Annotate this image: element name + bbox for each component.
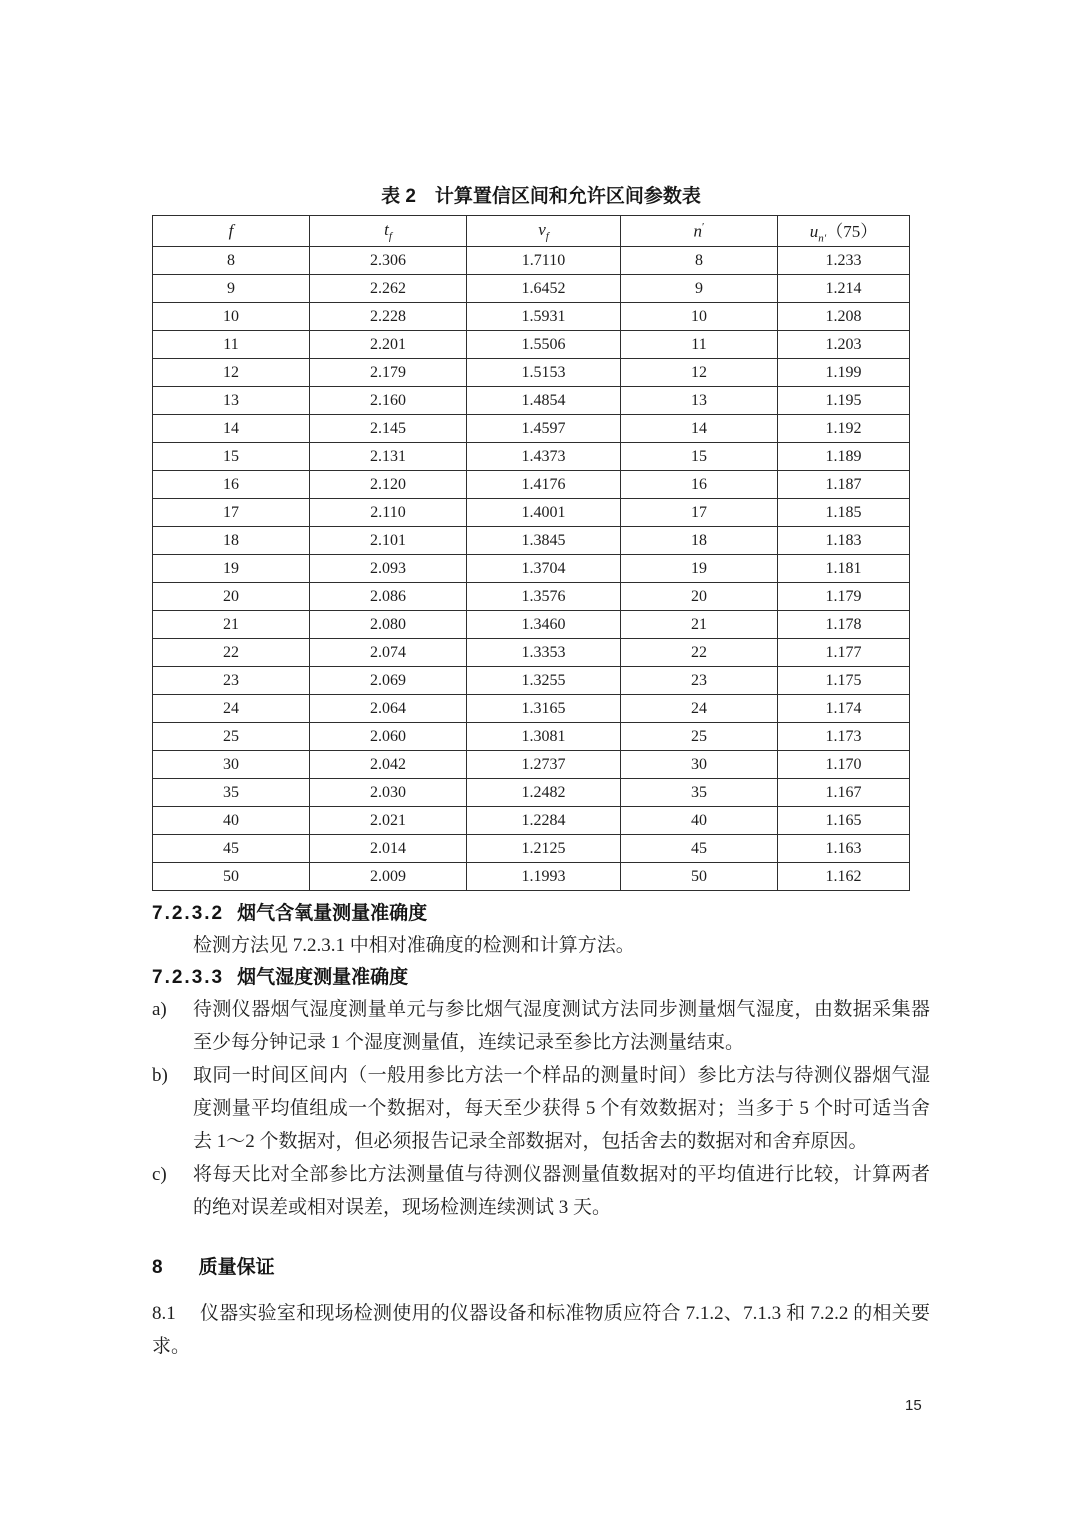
table-cell: 2.120 bbox=[310, 471, 467, 499]
table-cell: 20 bbox=[153, 583, 310, 611]
list-text: 待测仪器烟气湿度测量单元与参比烟气湿度测试方法同步测量烟气湿度，由数据采集器至少每分钟记录 1 个湿度测量值，连续记录至参比方法测量结束。 bbox=[193, 999, 930, 1053]
table-cell: 21 bbox=[621, 611, 778, 639]
table-cell: 40 bbox=[621, 807, 778, 835]
list-text: 取同一时间区间内（一般用参比方法一个样品的测量时间）参比方法与待测仪器烟气湿度测量平均值组成一个数据对，每天至少获得 5 个有效数据对；当多于 5 个时可适当舍去 1～2 个数据对，但必须报告记录全部数据对，包括舍去的数据对和舍弃原因。 bbox=[193, 1065, 930, 1152]
table-cell: 1.167 bbox=[778, 779, 910, 807]
table-cell: 50 bbox=[621, 863, 778, 891]
table-cell: 17 bbox=[153, 499, 310, 527]
table-cell: 1.1993 bbox=[467, 863, 621, 891]
table-cell: 13 bbox=[621, 387, 778, 415]
table-cell: 1.3460 bbox=[467, 611, 621, 639]
table-cell: 1.2482 bbox=[467, 779, 621, 807]
table-title: 表 2 计算置信区间和允许区间参数表 bbox=[381, 186, 701, 207]
table-cell: 1.2125 bbox=[467, 835, 621, 863]
column-header: $t_f$ bbox=[310, 216, 467, 247]
table-cell: 2.101 bbox=[310, 527, 467, 555]
table-cell: 2.179 bbox=[310, 359, 467, 387]
table-cell: 1.4854 bbox=[467, 387, 621, 415]
table-cell: 1.3165 bbox=[467, 695, 621, 723]
table-cell: 1.2737 bbox=[467, 751, 621, 779]
table-cell: 2.160 bbox=[310, 387, 467, 415]
table-cell: 1.214 bbox=[778, 275, 910, 303]
table-cell: 1.183 bbox=[778, 527, 910, 555]
table-cell: 2.064 bbox=[310, 695, 467, 723]
table-cell: 1.170 bbox=[778, 751, 910, 779]
table-cell: 12 bbox=[153, 359, 310, 387]
table-cell: 25 bbox=[153, 723, 310, 751]
list-text: 将每天比对全部参比方法测量值与待测仪器测量值数据对的平均值进行比较，计算两者的绝对误差或相对误差，现场检测连续测试 3 天。 bbox=[193, 1164, 930, 1218]
table-row bbox=[153, 807, 910, 835]
table-row bbox=[153, 359, 910, 387]
table-cell: 2.060 bbox=[310, 723, 467, 751]
paragraph-7232: 检测方法见 7.2.3.1 中相对准确度的检测和计算方法。 bbox=[193, 935, 635, 956]
column-header: n′ bbox=[621, 216, 778, 247]
table-cell: 1.4176 bbox=[467, 471, 621, 499]
table-cell: 1.3081 bbox=[467, 723, 621, 751]
table-cell: 1.192 bbox=[778, 415, 910, 443]
table-cell: 2.145 bbox=[310, 415, 467, 443]
list-item-b bbox=[152, 1059, 930, 1158]
table-cell: 21 bbox=[153, 611, 310, 639]
table-cell: 1.7110 bbox=[467, 247, 621, 275]
table-cell: 2.228 bbox=[310, 303, 467, 331]
table-cell: 2.030 bbox=[310, 779, 467, 807]
list-item-c bbox=[152, 1158, 930, 1224]
list-marker: b) bbox=[152, 1065, 168, 1086]
table-cell: 1.174 bbox=[778, 695, 910, 723]
table-cell: 1.4001 bbox=[467, 499, 621, 527]
table-cell: 15 bbox=[153, 443, 310, 471]
table-cell: 35 bbox=[153, 779, 310, 807]
table-cell: 1.179 bbox=[778, 583, 910, 611]
table-cell: 1.4597 bbox=[467, 415, 621, 443]
table-row bbox=[153, 499, 910, 527]
section-number: 7.2.3.3 bbox=[152, 967, 225, 988]
table-body bbox=[153, 247, 910, 891]
table-cell: 15 bbox=[621, 443, 778, 471]
table-row bbox=[153, 611, 910, 639]
table-cell: 8 bbox=[153, 247, 310, 275]
table-row bbox=[153, 695, 910, 723]
table-cell: 11 bbox=[621, 331, 778, 359]
table-cell: 1.175 bbox=[778, 667, 910, 695]
table-cell: 30 bbox=[153, 751, 310, 779]
table-row bbox=[153, 471, 910, 499]
table-row bbox=[153, 527, 910, 555]
table-cell: 2.074 bbox=[310, 639, 467, 667]
table-cell: 2.009 bbox=[310, 863, 467, 891]
table-cell: 2.306 bbox=[310, 247, 467, 275]
list-item-a bbox=[152, 993, 930, 1059]
section-heading-7232 bbox=[152, 898, 930, 929]
table-cell: 1.3845 bbox=[467, 527, 621, 555]
table-cell: 12 bbox=[621, 359, 778, 387]
table-cell: 13 bbox=[153, 387, 310, 415]
table-cell: 14 bbox=[153, 415, 310, 443]
table-cell: 19 bbox=[621, 555, 778, 583]
column-header: $u_{n'}(75)$ bbox=[778, 216, 910, 247]
list-marker: a) bbox=[152, 999, 167, 1020]
table-cell: 1.5931 bbox=[467, 303, 621, 331]
table-cell: 22 bbox=[621, 639, 778, 667]
table-row bbox=[153, 639, 910, 667]
table-cell: 1.208 bbox=[778, 303, 910, 331]
table-cell: 40 bbox=[153, 807, 310, 835]
section-heading-7233 bbox=[152, 962, 930, 993]
chapter-number: 8 bbox=[152, 1257, 163, 1278]
table-header-row bbox=[153, 216, 910, 247]
table-row bbox=[153, 247, 910, 275]
table-cell: 18 bbox=[621, 527, 778, 555]
table-cell: 2.080 bbox=[310, 611, 467, 639]
table-cell: 1.4373 bbox=[467, 443, 621, 471]
table-cell: 20 bbox=[621, 583, 778, 611]
section-number: 7.2.3.2 bbox=[152, 903, 225, 924]
table-cell: 2.262 bbox=[310, 275, 467, 303]
table-cell: 14 bbox=[621, 415, 778, 443]
table-row bbox=[153, 275, 910, 303]
table-cell: 1.162 bbox=[778, 863, 910, 891]
table-cell: 17 bbox=[621, 499, 778, 527]
clause-number: 8.1 bbox=[152, 1303, 176, 1324]
table-cell: 10 bbox=[153, 303, 310, 331]
page-number: 15 bbox=[905, 1397, 922, 1414]
section-title: 烟气湿度测量准确度 bbox=[237, 967, 409, 988]
table-cell: 9 bbox=[153, 275, 310, 303]
parameters-table bbox=[152, 215, 910, 891]
table-cell: 1.3704 bbox=[467, 555, 621, 583]
table-cell: 2.069 bbox=[310, 667, 467, 695]
table-cell: 1.187 bbox=[778, 471, 910, 499]
table-row bbox=[153, 331, 910, 359]
table-cell: 24 bbox=[621, 695, 778, 723]
table-cell: 35 bbox=[621, 779, 778, 807]
table-cell: 30 bbox=[621, 751, 778, 779]
table-cell: 1.181 bbox=[778, 555, 910, 583]
table-row bbox=[153, 863, 910, 891]
table-cell: 1.3353 bbox=[467, 639, 621, 667]
table-row bbox=[153, 835, 910, 863]
table-cell: 2.042 bbox=[310, 751, 467, 779]
table-cell: 1.165 bbox=[778, 807, 910, 835]
table-cell: 1.199 bbox=[778, 359, 910, 387]
table-cell: 19 bbox=[153, 555, 310, 583]
table-row bbox=[153, 443, 910, 471]
table-cell: 9 bbox=[621, 275, 778, 303]
table-cell: 45 bbox=[621, 835, 778, 863]
table-cell: 16 bbox=[153, 471, 310, 499]
table-cell: 1.203 bbox=[778, 331, 910, 359]
section-title: 烟气含氧量测量准确度 bbox=[237, 903, 428, 924]
table-row bbox=[153, 751, 910, 779]
column-header: f bbox=[153, 216, 310, 247]
table-cell: 2.086 bbox=[310, 583, 467, 611]
table-row bbox=[153, 583, 910, 611]
table-cell: 10 bbox=[621, 303, 778, 331]
table-row bbox=[153, 387, 910, 415]
table-cell: 1.5153 bbox=[467, 359, 621, 387]
table-row bbox=[153, 667, 910, 695]
table-cell: 2.131 bbox=[310, 443, 467, 471]
table-cell: 2.201 bbox=[310, 331, 467, 359]
table-cell: 1.2284 bbox=[467, 807, 621, 835]
table-row bbox=[153, 303, 910, 331]
table-cell: 25 bbox=[621, 723, 778, 751]
table-cell: 8 bbox=[621, 247, 778, 275]
list-marker: c) bbox=[152, 1164, 167, 1185]
document-content bbox=[152, 184, 930, 1363]
clause-text: 仪器实验室和现场检测使用的仪器设备和标准物质应符合 7.1.2、7.1.3 和 7.2.2 的相关要求。 bbox=[152, 1303, 930, 1357]
table-cell: 2.014 bbox=[310, 835, 467, 863]
table-cell: 1.195 bbox=[778, 387, 910, 415]
table-cell: 23 bbox=[153, 667, 310, 695]
table-cell: 1.173 bbox=[778, 723, 910, 751]
column-header: $v_f$ bbox=[467, 216, 621, 247]
clause-81 bbox=[152, 1297, 930, 1363]
table-cell: 23 bbox=[621, 667, 778, 695]
table-row bbox=[153, 415, 910, 443]
table-cell: 2.093 bbox=[310, 555, 467, 583]
table-cell: 2.021 bbox=[310, 807, 467, 835]
chapter-title: 质量保证 bbox=[198, 1257, 275, 1278]
table-cell: 1.163 bbox=[778, 835, 910, 863]
table-cell: 1.3255 bbox=[467, 667, 621, 695]
table-cell: 22 bbox=[153, 639, 310, 667]
table-cell: 1.3576 bbox=[467, 583, 621, 611]
chapter-heading-8 bbox=[152, 1252, 930, 1284]
table-row bbox=[153, 555, 910, 583]
table-cell: 11 bbox=[153, 331, 310, 359]
table-cell: 1.233 bbox=[778, 247, 910, 275]
table-cell: 50 bbox=[153, 863, 310, 891]
table-cell: 16 bbox=[621, 471, 778, 499]
table-cell: 1.189 bbox=[778, 443, 910, 471]
table-cell: 1.177 bbox=[778, 639, 910, 667]
table-cell: 1.178 bbox=[778, 611, 910, 639]
table-row bbox=[153, 723, 910, 751]
table-cell: 1.5506 bbox=[467, 331, 621, 359]
table-cell: 24 bbox=[153, 695, 310, 723]
table-cell: 2.110 bbox=[310, 499, 467, 527]
table-cell: 18 bbox=[153, 527, 310, 555]
table-cell: 1.6452 bbox=[467, 275, 621, 303]
table-cell: 45 bbox=[153, 835, 310, 863]
table-row bbox=[153, 779, 910, 807]
table-cell: 1.185 bbox=[778, 499, 910, 527]
